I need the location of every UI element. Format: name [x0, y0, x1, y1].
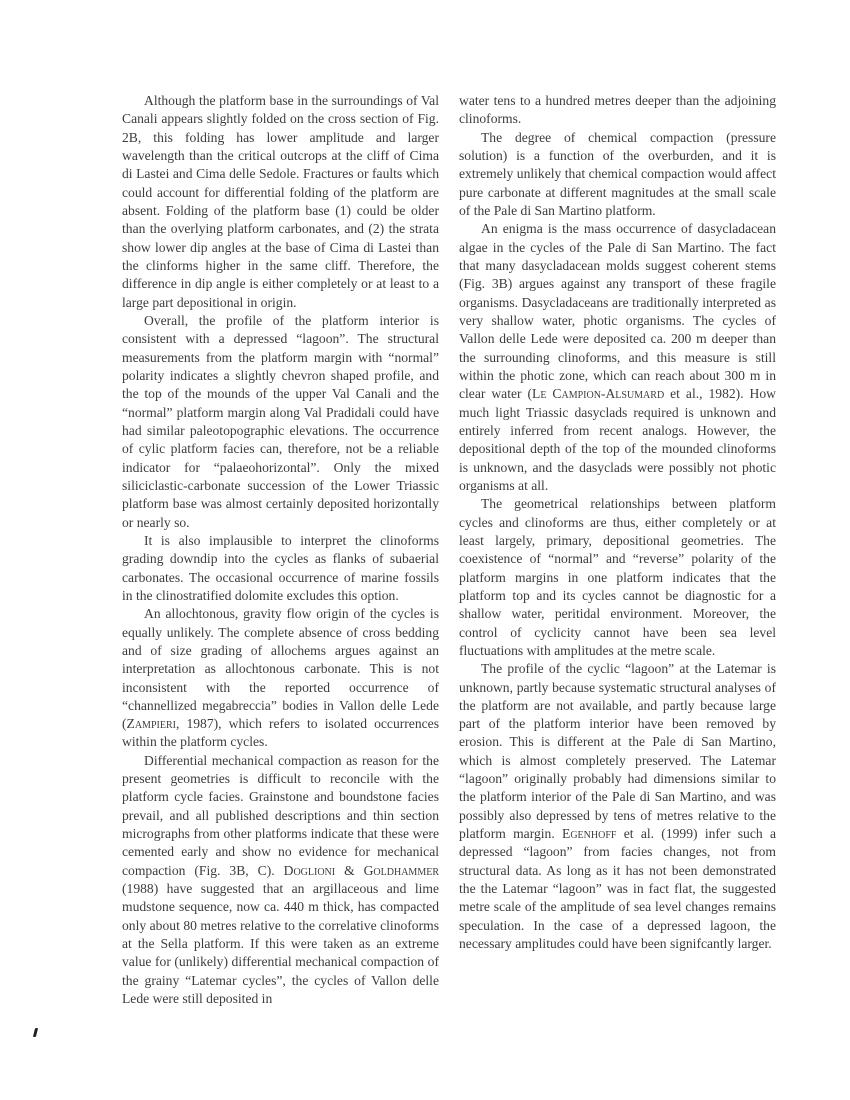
- paragraph: [459, 495, 776, 660]
- paragraph: [122, 92, 439, 312]
- paragraph: [459, 220, 776, 495]
- citation-author: Zampieri: [126, 716, 176, 732]
- paragraph-text: An allochtonous, gravity flow origin of the cycles is equally unlikely. The complete absence of cross bedding and of size grading of allochems argues against an interpretation as allochtonous carbonate. This is not inconsistent with the reported occurrence of “channellized megabreccia” bodies in Vallon delle Lede (: [122, 606, 439, 732]
- scan-smudge: [33, 1028, 38, 1037]
- paragraph-text: (1988) have suggested that an argillaceous and lime mudstone sequence, now ca. 440 m thick, has compacted only about 80 metres relative to the correlative clinoforms at the Sella platform. If this were taken as an extreme value for (unlikely) differential mechanical compaction of the grainy “Latemar cycles”, the cycles of Vallon delle Lede were still deposited in: [122, 881, 439, 1007]
- paragraph-text: et al. (1999) infer such a depressed “lagoon” from facies changes, not from structural data. As long as it has not been demonstrated the the Latemar “lagoon” was in fact flat, the suggested metre scale of the amplitude of sea level changes remains speculation. In the case of a depressed lagoon, the necessary amplitudes could have been signifcantly larger.: [459, 826, 777, 952]
- paragraph-text: , 1987), which refers to isolated occurrences within the platform cycles.: [122, 716, 439, 750]
- paragraph-text: An enigma is the mass occurrence of dasycladacean algae in the cycles of the Pale di San Martino. The fact that many dasycladacean molds suggest coherent stems (Fig. 3B) argues against any transport of these fragile organisms. Dasycladaceans are traditionally interpreted as very shallow water, photic organisms. The cycles of Vallon delle Lede were deposited ca. 200 m deeper than the surrounding clinoforms, and this measure is still within the photic zone, which can reach about 300 m in clear water (: [459, 221, 776, 402]
- paragraph: [459, 660, 776, 953]
- paragraph: [122, 532, 439, 605]
- paragraph-text: Overall, the profile of the platform interior is consistent with a depressed “lagoon”. The structural measurements from the platform margin with “normal” polarity indicates a slightly chevron shaped profile, and the top of the mounds of the upper Val Canali and the “normal” platform margin along Val Pradidali could have had similar paleotopographic elevations. The occurrence of cylic platform facies can, therefore, not be a reliable indicator for “palaeohorizontal”. Only the mixed siliciclastic-carbonate succession of the Lower Triassic platform base was almost certainly deposited horizontally or nearly so.: [122, 312, 439, 530]
- paragraph: [459, 129, 776, 221]
- paragraph: [122, 752, 439, 1009]
- paragraph-text: Although the platform base in the surroundings of Val Canali appears slightly folded on the cross section of Fig. 2B, this folding has lower amplitude and larger wavelength than the critical outcrops at the cliff of Cima di Lastei and Cima delle Sedole. Fractures or faults which could account for differential folding of the platform are absent. Folding of the platform base (1) could be older than the overlying platform carbonates, and (2) the strata show lower dip angles at the base of Cima di Lastei than the clinforms higher in the same cliff. Therefore, the difference in dip angle is either completely or at least to a large part depositional in origin.: [122, 93, 439, 310]
- paragraph: [122, 312, 439, 532]
- right-column: [459, 92, 776, 953]
- paragraph: [459, 92, 776, 129]
- paragraph-text: et al., 1982). How much light Triassic dasyclads required is unknown and entirely inferred from recent analogs. However, the depositional depth of the top of the mounded clinoforms is unknown, and the dasyclads were possibly not photic organisms at all.: [459, 386, 776, 493]
- paragraph-text: It is also implausible to interpret the clinoforms grading downdip into the cycles as flanks of subaerial carbonates. The occasional occurrence of marine fossils in the clinostratified dolomite excludes this option.: [122, 532, 439, 603]
- citation-author: Le Campion-Alsumard: [532, 386, 665, 402]
- citation-author: Egenhoff: [562, 826, 617, 842]
- left-column: [122, 92, 439, 1008]
- paragraph-text: The degree of chemical compaction (pressure solution) is a function of the overburden, and it is extremely unlikely that chemical compaction would affect pure carbonate at different magnitudes at the small scale of the Pale di San Martino platform.: [459, 129, 776, 218]
- paragraph-text: The profile of the cyclic “lagoon” at the Latemar is unknown, partly because systematic structural analyses of the platform are not available, and partly because large part of the platform interior have been removed by erosion. This is different at the Pale di San Martino, which is almost completely preserved. The Latemar “lagoon” originally probably had dimensions similar to the platform interior of the Pale di San Martino, and was possibly also depressed by tens of metres relative to the platform margin.: [459, 661, 776, 842]
- citation-author: Doglioni & Goldhammer: [283, 862, 439, 878]
- paragraph-text: water tens to a hundred metres deeper than the adjoining clinoforms.: [459, 93, 776, 127]
- paragraph-text: Differential mechanical compaction as reason for the present geometries is difficult to reconcile with the platform cycle facies. Grainstone and boundstone facies prevail, and all published descriptions and thin section micrographs from other platforms indicate that these were cemented early and show no evidence for mechanical compaction (Fig. 3B, C).: [122, 752, 439, 878]
- paragraph: [122, 605, 439, 752]
- paragraph-text: The geometrical relationships between platform cycles and clinoforms are thus, either completely or at least largely, primary, depositional geometries. The coexistence of “normal” and “reverse” polarity of the platform margins in one platform indicates that the platform top and its cycles cannot be diagnostic for a shallow water, peritidal environment. Moreover, the control of cyclicity cannot have been sea level fluctuations with amplitudes at the metre scale.: [459, 496, 776, 658]
